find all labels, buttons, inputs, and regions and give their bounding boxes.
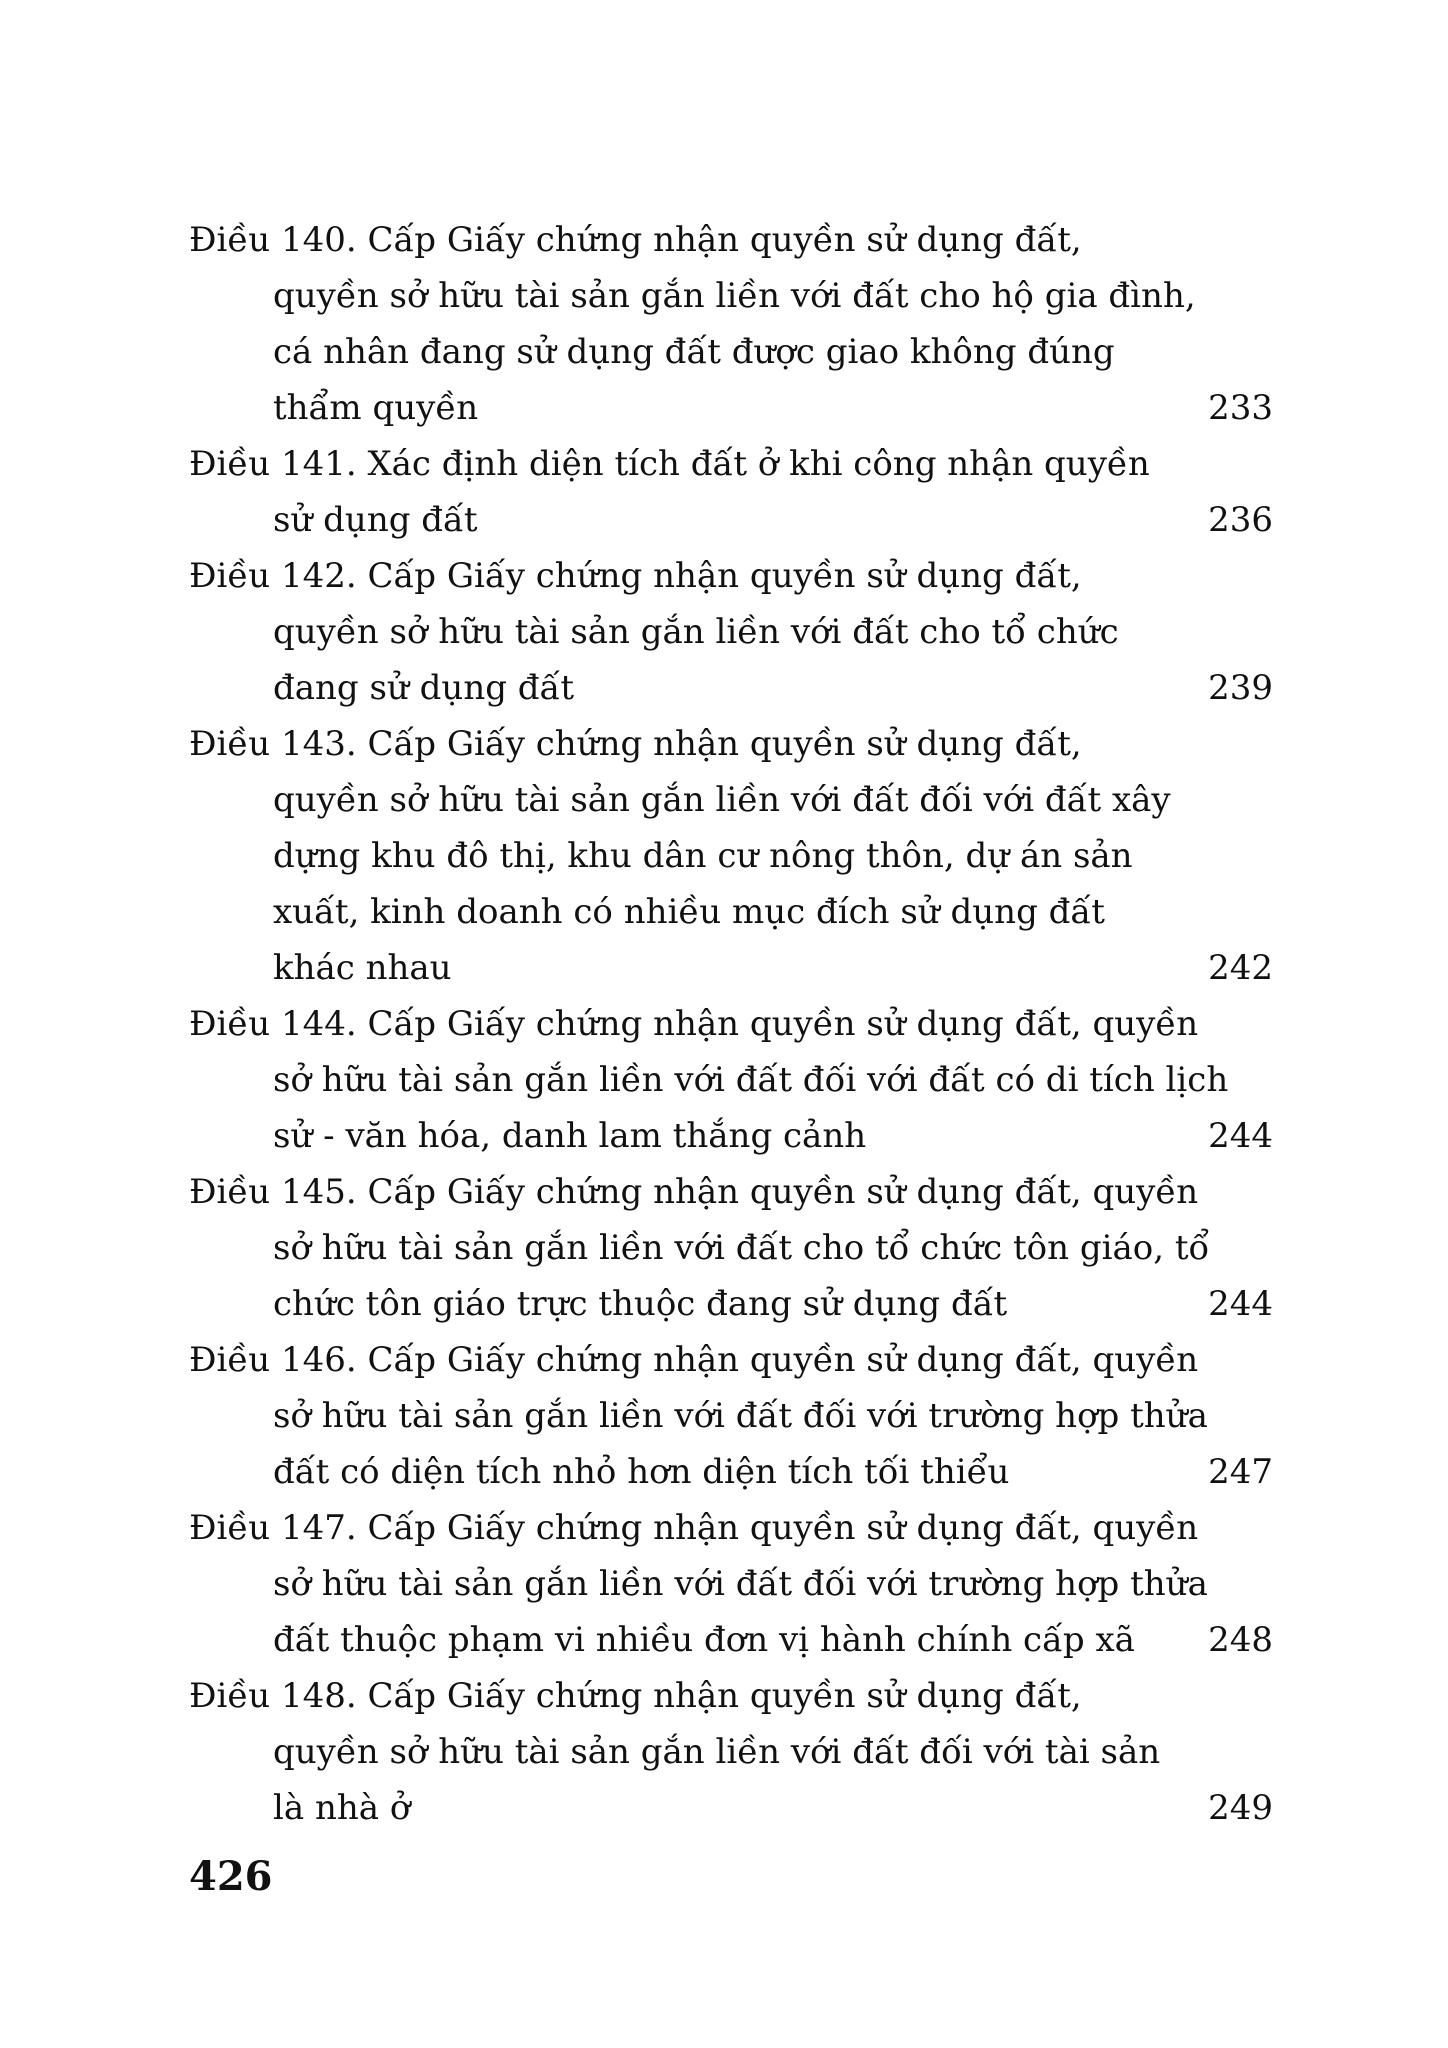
toc-entry-text: là nhà ở (273, 1788, 411, 1828)
toc-entry-text: sở hữu tài sản gắn liền với đất đối với đất có di tích lịch (273, 1060, 1229, 1100)
toc-entry-text: thẩm quyền (273, 388, 479, 428)
toc-entry-144 (189, 996, 1273, 1164)
toc-page-number: 242 (1208, 948, 1273, 988)
toc-entry-text: sở hữu tài sản gắn liền với đất đối với trường hợp thửa (273, 1396, 1208, 1436)
toc-entry-line (189, 548, 1273, 604)
toc-entry-142 (189, 548, 1273, 716)
toc-entry-text: khác nhau (273, 948, 452, 988)
toc-entry-line (189, 716, 1273, 772)
toc-entry-line (189, 828, 1273, 884)
toc-entry-text: sở hữu tài sản gắn liền với đất cho tổ chức tôn giáo, tổ (273, 1228, 1210, 1268)
toc-entry-line (189, 660, 1273, 716)
toc-entry-line (189, 1724, 1273, 1780)
toc-entry-text: Điều 142. Cấp Giấy chứng nhận quyền sử dụng đất, (189, 556, 1082, 596)
toc-page-number: 239 (1208, 668, 1273, 708)
toc-entry-line (189, 772, 1273, 828)
toc-entry-text: đất có diện tích nhỏ hơn diện tích tối thiểu (273, 1452, 1010, 1492)
toc-entry-140 (189, 212, 1273, 436)
toc-entry-line (189, 212, 1273, 268)
toc-entry-line (189, 436, 1273, 492)
toc-entry-146 (189, 1332, 1273, 1500)
toc-entry-line (189, 1332, 1273, 1388)
toc-entry-text: Điều 144. Cấp Giấy chứng nhận quyền sử dụng đất, quyền (189, 1004, 1199, 1044)
toc-entry-148 (189, 1668, 1273, 1836)
toc-entry-line (189, 1108, 1273, 1164)
toc-entry-145 (189, 1164, 1273, 1332)
toc-entry-line (189, 1668, 1273, 1724)
toc-page-number: 248 (1208, 1620, 1273, 1660)
toc-entry-text: xuất, kinh doanh có nhiều mục đích sử dụng đất (273, 892, 1105, 932)
toc-entry-line (189, 1556, 1273, 1612)
toc-entry-147 (189, 1500, 1273, 1668)
toc-entry-text: Điều 146. Cấp Giấy chứng nhận quyền sử dụng đất, quyền (189, 1340, 1199, 1380)
toc-entry-text: sở hữu tài sản gắn liền với đất đối với trường hợp thửa (273, 1564, 1208, 1604)
toc-entry-line (189, 1612, 1273, 1668)
toc-entry-line (189, 380, 1273, 436)
toc-entry-line (189, 996, 1273, 1052)
toc-page-number: 247 (1208, 1452, 1273, 1492)
toc-entry-line (189, 1220, 1273, 1276)
toc-entry-text: chức tôn giáo trực thuộc đang sử dụng đất (273, 1284, 1008, 1324)
toc-entry-line (189, 1388, 1273, 1444)
toc-entry-text: sử - văn hóa, danh lam thắng cảnh (273, 1116, 867, 1156)
toc-page-number: 244 (1208, 1284, 1273, 1324)
toc-entry-143 (189, 716, 1273, 996)
toc-page-number: 236 (1208, 500, 1273, 540)
toc-entry-line (189, 492, 1273, 548)
toc-entry-text: quyền sở hữu tài sản gắn liền với đất đối với đất xây (273, 780, 1171, 820)
toc-entry-text: sử dụng đất (273, 500, 478, 540)
toc-entry-text: dựng khu đô thị, khu dân cư nông thôn, dự án sản (273, 836, 1133, 876)
toc-entry-text: Điều 143. Cấp Giấy chứng nhận quyền sử dụng đất, (189, 724, 1082, 764)
toc-entry-text: đang sử dụng đất (273, 668, 575, 708)
toc-entry-text: đất thuộc phạm vi nhiều đơn vị hành chính cấp xã (273, 1620, 1135, 1660)
toc-entry-text: Điều 148. Cấp Giấy chứng nhận quyền sử dụng đất, (189, 1676, 1082, 1716)
toc-page-number: 249 (1208, 1788, 1273, 1828)
table-of-contents (189, 212, 1273, 1836)
toc-entry-line (189, 1164, 1273, 1220)
toc-entry-text: Điều 141. Xác định diện tích đất ở khi công nhận quyền (189, 444, 1150, 484)
toc-entry-line (189, 884, 1273, 940)
toc-entry-text: Điều 145. Cấp Giấy chứng nhận quyền sử dụng đất, quyền (189, 1172, 1199, 1212)
toc-entry-line (189, 1780, 1273, 1836)
toc-entry-text: cá nhân đang sử dụng đất được giao không đúng (273, 332, 1115, 372)
toc-entry-line (189, 940, 1273, 996)
toc-entry-text: quyền sở hữu tài sản gắn liền với đất đối với tài sản (273, 1732, 1161, 1772)
toc-entry-text: quyền sở hữu tài sản gắn liền với đất cho hộ gia đình, (273, 276, 1196, 316)
toc-entry-line (189, 268, 1273, 324)
toc-entry-line (189, 1276, 1273, 1332)
toc-entry-line (189, 1444, 1273, 1500)
toc-entry-text: quyền sở hữu tài sản gắn liền với đất cho tổ chức (273, 612, 1119, 652)
toc-entry-line (189, 324, 1273, 380)
toc-entry-line (189, 1052, 1273, 1108)
toc-page-number: 244 (1208, 1116, 1273, 1156)
footer-page-number: 426 (189, 1853, 273, 1900)
toc-page-number: 233 (1208, 388, 1273, 428)
toc-entry-text: Điều 147. Cấp Giấy chứng nhận quyền sử dụng đất, quyền (189, 1508, 1199, 1548)
toc-entry-text: Điều 140. Cấp Giấy chứng nhận quyền sử dụng đất, (189, 220, 1082, 260)
toc-entry-141 (189, 436, 1273, 548)
toc-entry-line (189, 1500, 1273, 1556)
toc-entry-line (189, 604, 1273, 660)
